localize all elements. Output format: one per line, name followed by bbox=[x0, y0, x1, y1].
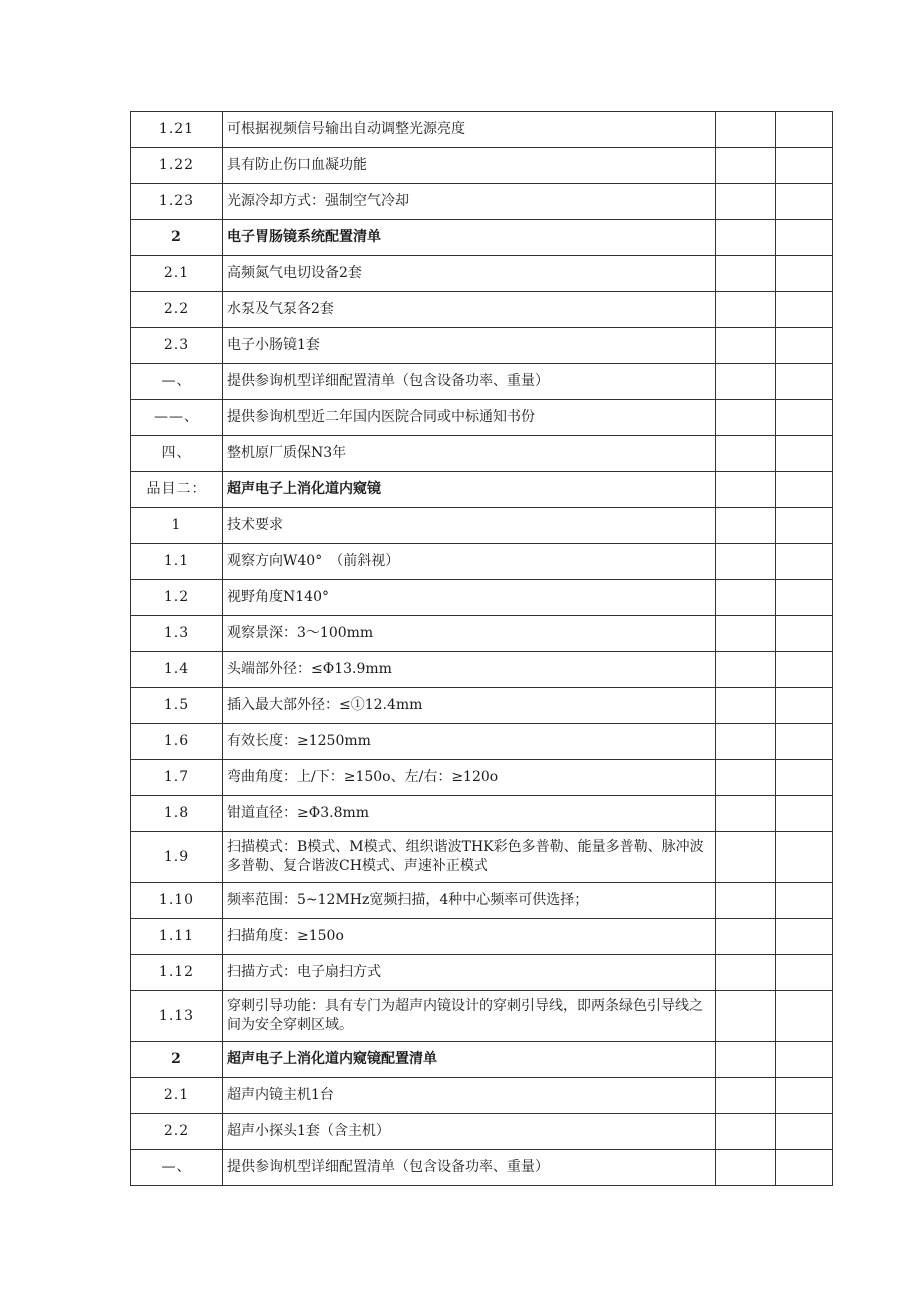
empty-cell bbox=[716, 991, 776, 1042]
table-row bbox=[131, 580, 833, 616]
table-row bbox=[131, 112, 833, 148]
empty-cell bbox=[716, 688, 776, 724]
row-number: 四、 bbox=[131, 436, 223, 472]
item-number: 品目二： bbox=[131, 472, 223, 508]
table-row bbox=[131, 400, 833, 436]
empty-cell bbox=[776, 472, 833, 508]
row-description: 视野角度N140° bbox=[223, 580, 716, 616]
table-row bbox=[131, 883, 833, 919]
row-description: 钳道直径：≥Φ3.8mm bbox=[223, 796, 716, 832]
table-row bbox=[131, 1078, 833, 1114]
empty-cell bbox=[716, 1042, 776, 1078]
empty-cell bbox=[716, 580, 776, 616]
empty-cell bbox=[776, 1150, 833, 1186]
row-description: 提供参询机型近二年国内医院合同或中标通知书份 bbox=[223, 400, 716, 436]
empty-cell bbox=[776, 400, 833, 436]
empty-cell bbox=[776, 652, 833, 688]
table-row bbox=[131, 148, 833, 184]
row-number: 2.1 bbox=[131, 256, 223, 292]
empty-cell bbox=[716, 955, 776, 991]
empty-cell bbox=[716, 760, 776, 796]
row-description: 观察景深：3～100mm bbox=[223, 616, 716, 652]
empty-cell bbox=[716, 148, 776, 184]
row-description: 有效长度：≥1250mm bbox=[223, 724, 716, 760]
empty-cell bbox=[776, 1114, 833, 1150]
row-number: 1.2 bbox=[131, 580, 223, 616]
empty-cell bbox=[776, 544, 833, 580]
row-description: 弯曲角度：上/下：≥150o、左/右：≥120o bbox=[223, 760, 716, 796]
spec-table bbox=[130, 111, 833, 1186]
row-number: 1.13 bbox=[131, 991, 223, 1042]
empty-cell bbox=[716, 883, 776, 919]
empty-cell bbox=[716, 292, 776, 328]
empty-cell bbox=[716, 1150, 776, 1186]
empty-cell bbox=[776, 919, 833, 955]
empty-cell bbox=[716, 832, 776, 883]
empty-cell bbox=[776, 328, 833, 364]
row-description: 扫描模式：B模式、M模式、组织谐波THK彩色多普勒、能量多普勒、脉冲波多普勒、复合谐波CH模式、声速补正模式 bbox=[223, 832, 716, 883]
item-header-row bbox=[131, 472, 833, 508]
empty-cell bbox=[776, 112, 833, 148]
empty-cell bbox=[776, 184, 833, 220]
row-description: 电子小肠镜1套 bbox=[223, 328, 716, 364]
empty-cell bbox=[776, 508, 833, 544]
row-description: 可根据视频信号输出自动调整光源亮度 bbox=[223, 112, 716, 148]
empty-cell bbox=[716, 400, 776, 436]
empty-cell bbox=[716, 919, 776, 955]
row-description: 具有防止伤口血凝功能 bbox=[223, 148, 716, 184]
table-row bbox=[131, 1114, 833, 1150]
empty-cell bbox=[776, 148, 833, 184]
empty-cell bbox=[716, 328, 776, 364]
table-row bbox=[131, 508, 833, 544]
table-row bbox=[131, 760, 833, 796]
empty-cell bbox=[716, 256, 776, 292]
row-description: 扫描角度：≥150o bbox=[223, 919, 716, 955]
row-number: 1.11 bbox=[131, 919, 223, 955]
row-number: 1 bbox=[131, 508, 223, 544]
row-description: 频率范围：5~12MHz宽频扫描，4种中心频率可供选择； bbox=[223, 883, 716, 919]
row-number: 1.23 bbox=[131, 184, 223, 220]
row-number: 1.10 bbox=[131, 883, 223, 919]
row-number: 2 bbox=[131, 220, 223, 256]
table-row bbox=[131, 184, 833, 220]
row-description: 水泵及气泵各2套 bbox=[223, 292, 716, 328]
empty-cell bbox=[716, 220, 776, 256]
table-row bbox=[131, 688, 833, 724]
empty-cell bbox=[716, 544, 776, 580]
table-row bbox=[131, 955, 833, 991]
row-number: 1.5 bbox=[131, 688, 223, 724]
row-description: 整机原厂质保N3年 bbox=[223, 436, 716, 472]
table-row bbox=[131, 616, 833, 652]
row-description: 提供参询机型详细配置清单（包含设备功率、重量） bbox=[223, 364, 716, 400]
table-row bbox=[131, 652, 833, 688]
row-number: —、 bbox=[131, 1150, 223, 1186]
empty-cell bbox=[716, 436, 776, 472]
table-row bbox=[131, 832, 833, 883]
empty-cell bbox=[716, 1078, 776, 1114]
row-description: 技术要求 bbox=[223, 508, 716, 544]
empty-cell bbox=[716, 364, 776, 400]
row-description: 超声内镜主机1台 bbox=[223, 1078, 716, 1114]
empty-cell bbox=[716, 616, 776, 652]
row-number: 1.12 bbox=[131, 955, 223, 991]
empty-cell bbox=[776, 760, 833, 796]
row-description: 观察方向W40° （前斜视） bbox=[223, 544, 716, 580]
section-header-row bbox=[131, 220, 833, 256]
table-row bbox=[131, 364, 833, 400]
row-number: 2.2 bbox=[131, 292, 223, 328]
empty-cell bbox=[776, 724, 833, 760]
row-number: 1.1 bbox=[131, 544, 223, 580]
table-row bbox=[131, 292, 833, 328]
empty-cell bbox=[716, 508, 776, 544]
table-row bbox=[131, 1150, 833, 1186]
empty-cell bbox=[776, 955, 833, 991]
row-number: 1.22 bbox=[131, 148, 223, 184]
row-number: 1.9 bbox=[131, 832, 223, 883]
row-description: 超声小探头1套（含主机） bbox=[223, 1114, 716, 1150]
empty-cell bbox=[776, 292, 833, 328]
empty-cell bbox=[776, 220, 833, 256]
row-number: 1.6 bbox=[131, 724, 223, 760]
row-number: 2.1 bbox=[131, 1078, 223, 1114]
table-row bbox=[131, 991, 833, 1042]
empty-cell bbox=[716, 724, 776, 760]
row-number: 1.21 bbox=[131, 112, 223, 148]
row-number: 1.3 bbox=[131, 616, 223, 652]
empty-cell bbox=[716, 112, 776, 148]
empty-cell bbox=[776, 883, 833, 919]
table-row bbox=[131, 919, 833, 955]
row-description: 扫描方式：电子扇扫方式 bbox=[223, 955, 716, 991]
empty-cell bbox=[776, 256, 833, 292]
empty-cell bbox=[776, 580, 833, 616]
empty-cell bbox=[716, 472, 776, 508]
empty-cell bbox=[776, 616, 833, 652]
table-row bbox=[131, 796, 833, 832]
row-number: 1.4 bbox=[131, 652, 223, 688]
row-description: 穿刺引导功能：具有专门为超声内镜设计的穿刺引导线，即两条绿色引导线之间为安全穿刺区域。 bbox=[223, 991, 716, 1042]
row-description: 插入最大部外径：≤①12.4mm bbox=[223, 688, 716, 724]
row-description: 超声电子上消化道内窥镜配置清单 bbox=[223, 1042, 716, 1078]
empty-cell bbox=[716, 1114, 776, 1150]
row-number: —、 bbox=[131, 364, 223, 400]
row-description: 光源冷却方式：强制空气冷却 bbox=[223, 184, 716, 220]
row-description: 头端部外径：≤Φ13.9mm bbox=[223, 652, 716, 688]
table-row bbox=[131, 256, 833, 292]
row-description: 电子胃肠镜系统配置清单 bbox=[223, 220, 716, 256]
empty-cell bbox=[716, 184, 776, 220]
section-header-row bbox=[131, 1042, 833, 1078]
empty-cell bbox=[776, 832, 833, 883]
empty-cell bbox=[776, 688, 833, 724]
row-number: 2 bbox=[131, 1042, 223, 1078]
row-number: 2.2 bbox=[131, 1114, 223, 1150]
row-description: 提供参询机型详细配置清单（包含设备功率、重量） bbox=[223, 1150, 716, 1186]
empty-cell bbox=[776, 991, 833, 1042]
row-number: ——、 bbox=[131, 400, 223, 436]
row-number: 1.8 bbox=[131, 796, 223, 832]
table-row bbox=[131, 436, 833, 472]
item-title: 超声电子上消化道内窥镜 bbox=[223, 472, 716, 508]
empty-cell bbox=[776, 1042, 833, 1078]
row-number: 1.7 bbox=[131, 760, 223, 796]
row-description: 高频氮气电切设备2套 bbox=[223, 256, 716, 292]
empty-cell bbox=[776, 796, 833, 832]
empty-cell bbox=[716, 796, 776, 832]
table-row bbox=[131, 724, 833, 760]
table-row bbox=[131, 328, 833, 364]
table-row bbox=[131, 544, 833, 580]
row-number: 2.3 bbox=[131, 328, 223, 364]
empty-cell bbox=[776, 436, 833, 472]
empty-cell bbox=[776, 364, 833, 400]
empty-cell bbox=[716, 652, 776, 688]
empty-cell bbox=[776, 1078, 833, 1114]
